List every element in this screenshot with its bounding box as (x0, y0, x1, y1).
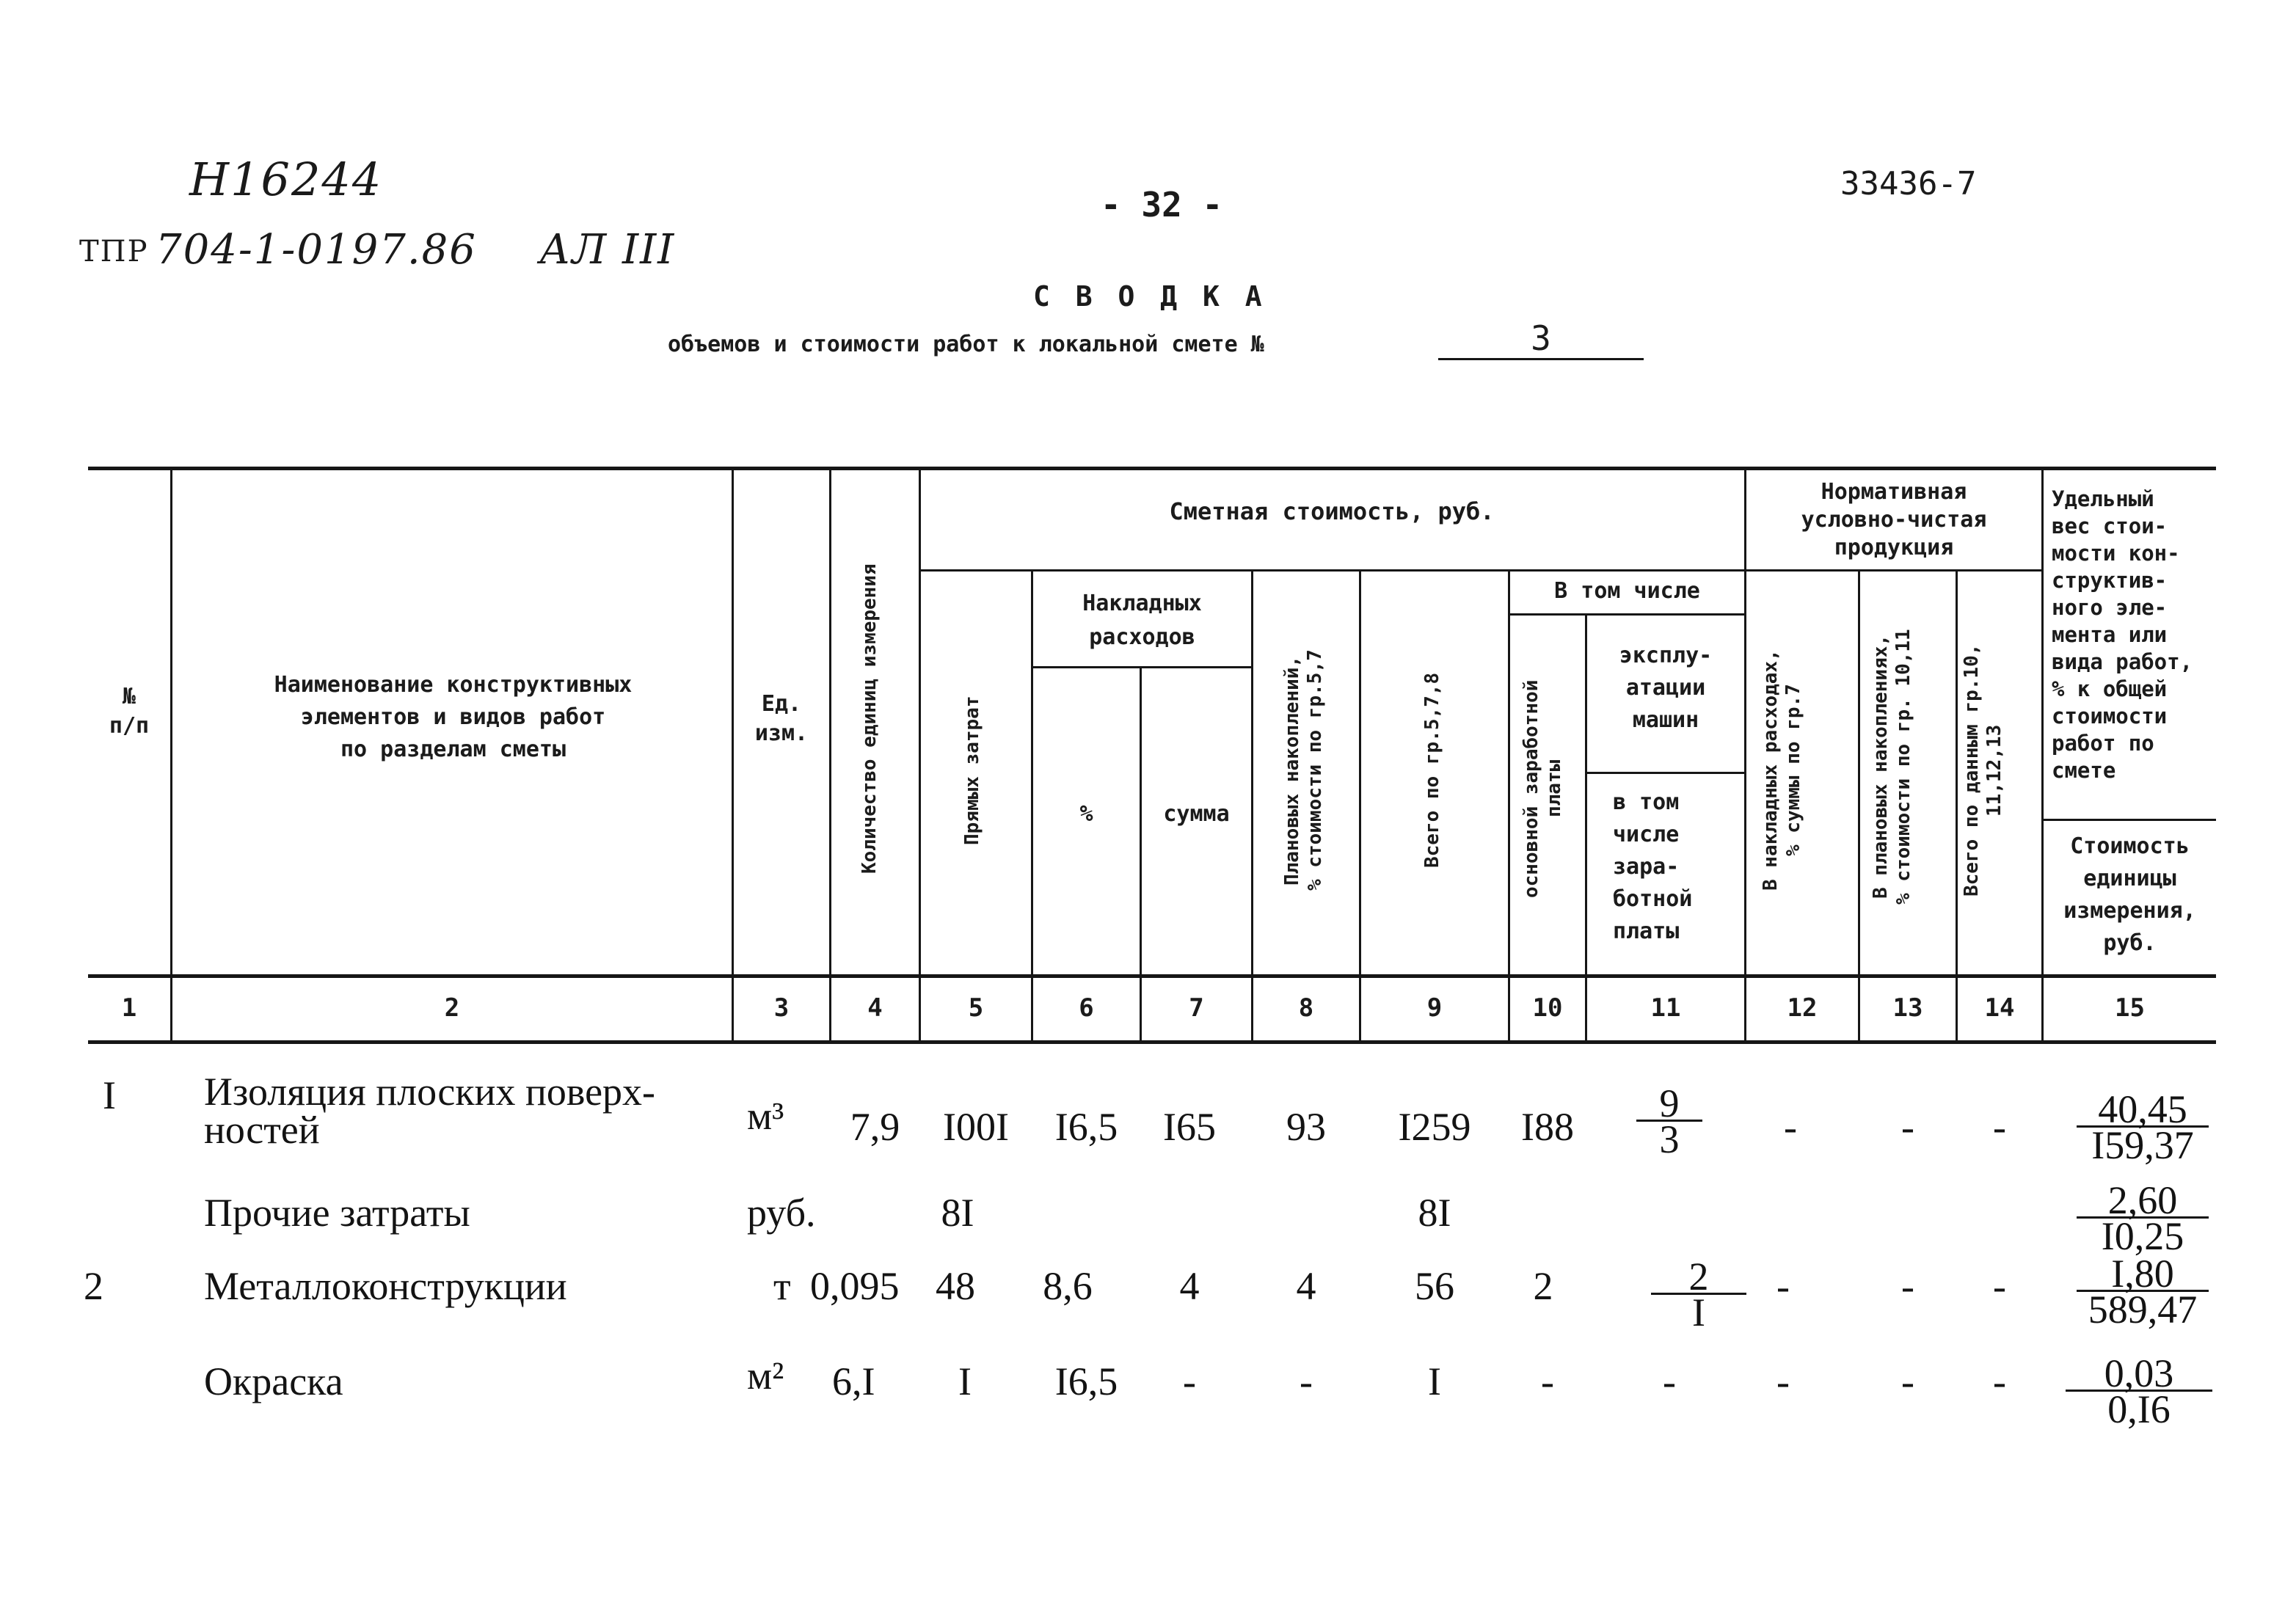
page-number: - 32 - (1101, 185, 1223, 224)
unit: м² (747, 1354, 784, 1398)
direct-costs: 48 (936, 1264, 975, 1308)
machine-wages: 3 (1659, 1117, 1680, 1161)
share-fraction (2077, 1178, 2209, 1258)
stamp-number: Н16244 (189, 153, 383, 206)
direct-costs: I (958, 1359, 972, 1403)
total: I (1428, 1359, 1441, 1403)
overhead-pct: 8,6 (1043, 1264, 1093, 1308)
page-title: С В О Д К А (1033, 280, 1267, 313)
basic-wages: 2 (1533, 1264, 1553, 1308)
stamp-project-code: 704-1-0197.86 (156, 226, 477, 274)
row-number: I (103, 1073, 116, 1117)
norm-overhead: - (1776, 1359, 1790, 1403)
header-unit: Ед. изм. (754, 691, 809, 746)
total: I259 (1398, 1105, 1471, 1149)
column-number: 2 (444, 993, 460, 1023)
norm-savings: - (1901, 1264, 1914, 1308)
header-direct-costs: Прямых затрат (961, 695, 983, 845)
unit: т (773, 1264, 791, 1308)
column-number: 1 (121, 993, 137, 1023)
quantity: 7,9 (850, 1105, 900, 1149)
column-number: 3 (773, 993, 790, 1023)
header-overhead-sum: сумма (1163, 801, 1230, 827)
column-number: 5 (968, 993, 984, 1023)
machine-cost: - (1663, 1359, 1676, 1403)
stamp-album: АЛ III (539, 226, 676, 274)
direct-costs: I00I (943, 1105, 1009, 1149)
unit: руб. (747, 1191, 816, 1235)
column-number: 10 (1532, 993, 1563, 1023)
work-name: Металлоконструкции (204, 1264, 567, 1308)
header-machine-operation: эксплу- атации машин (1619, 643, 1713, 733)
work-name: Изоляция плоских поверх- ностей (204, 1070, 656, 1152)
overhead-sum: - (1183, 1359, 1196, 1403)
header-row-number: № п/п (109, 684, 150, 739)
header-overhead-pct: % (1079, 801, 1093, 827)
machine-fraction (1636, 1081, 1702, 1161)
header-overhead-group: Накладных расходов (1082, 591, 1202, 650)
unit-cost: I59,37 (2091, 1123, 2194, 1167)
header-norm-savings: В плановых накоплениях, % стоимости по гр. 10,11 (1870, 629, 1914, 905)
total: 56 (1415, 1264, 1454, 1308)
overhead-pct: I6,5 (1054, 1359, 1118, 1403)
estimate-number: 3 (1438, 318, 1644, 360)
unit-cost: I0,25 (2101, 1214, 2184, 1258)
stamp-prefix: ТПР (79, 235, 149, 269)
norm-total: - (1993, 1359, 2006, 1403)
overhead-sum: I65 (1163, 1105, 1216, 1149)
column-number: 13 (1892, 993, 1923, 1023)
share-percent: 40,45 (2077, 1093, 2209, 1128)
work-name: Прочие затраты (204, 1191, 470, 1235)
overhead-sum: 4 (1179, 1264, 1200, 1308)
header-share: Удельный вес стои- мости кон- структив- ного эле- мента или вида работ, % к общей стоимости работ по смете (2052, 486, 2193, 783)
header-cost-group: Сметная стоимость, руб. (1169, 497, 1495, 525)
share-fraction (2066, 1351, 2212, 1431)
header-work-name: Наименование конструктивных элементов и видов работ по разделам сметы (274, 672, 633, 762)
basic-wages: - (1541, 1359, 1554, 1403)
header-planned-savings: Плановых накоплений, % стоимости по гр.5,7 (1281, 649, 1326, 891)
basic-wages: I88 (1521, 1105, 1574, 1149)
planned-savings: - (1300, 1359, 1313, 1403)
machine-wages: I (1692, 1290, 1705, 1334)
share-percent: 2,60 (2077, 1184, 2209, 1219)
norm-overhead: - (1784, 1105, 1797, 1149)
column-number: 9 (1426, 993, 1443, 1023)
unit-cost: 589,47 (2088, 1288, 2198, 1332)
header-basic-wages: основной заработной платы (1520, 679, 1565, 898)
total: 8I (1418, 1191, 1451, 1235)
header-norm-total: Всего по данным гр.10, 11,12,13 (1961, 643, 2005, 897)
overhead-pct: I6,5 (1054, 1105, 1118, 1149)
norm-total: - (1993, 1264, 2006, 1308)
unit: м³ (747, 1094, 784, 1138)
share-percent: I,80 (2077, 1257, 2209, 1292)
column-number: 7 (1189, 993, 1204, 1023)
share-fraction (2077, 1252, 2209, 1332)
planned-savings: 93 (1286, 1105, 1326, 1149)
planned-savings: 4 (1296, 1264, 1316, 1308)
direct-costs: 8I (941, 1191, 974, 1235)
header-including-group: В том числе (1554, 578, 1700, 604)
norm-overhead: - (1776, 1264, 1790, 1308)
column-number: 14 (1984, 993, 2015, 1023)
column-number: 15 (2115, 993, 2145, 1023)
header-total: Всего по гр.5,7,8 (1421, 672, 1443, 869)
machine-fraction (1651, 1255, 1746, 1334)
unit-cost: 0,I6 (2107, 1387, 2171, 1431)
header-machine-wages: в том числе зара- ботной платы (1613, 789, 1693, 944)
norm-savings: - (1901, 1105, 1914, 1149)
page-subtitle: объемов и стоимости работ к локальной смете № (668, 332, 1264, 357)
norm-savings: - (1901, 1359, 1914, 1403)
work-name: Окраска (204, 1359, 343, 1403)
share-percent: 0,03 (2066, 1357, 2212, 1392)
column-number: 11 (1650, 993, 1681, 1023)
norm-total: - (1993, 1105, 2006, 1149)
header-normative-group: Нормативная условно-чистая продукция (1801, 479, 1987, 560)
row-number: 2 (84, 1264, 103, 1308)
machine-cost: 9 (1636, 1087, 1702, 1122)
column-number: 4 (867, 993, 883, 1023)
quantity: 6,I (832, 1359, 875, 1403)
machine-cost: 2 (1651, 1260, 1746, 1295)
header-unit-cost: Стоимость единицы измерения, руб. (2063, 833, 2196, 956)
column-number: 6 (1079, 993, 1094, 1023)
document-code: 33436-7 (1840, 165, 1977, 202)
header-norm-overhead: В накладных расходах, % суммы по гр.7 (1760, 649, 1804, 891)
header-quantity: Количество единиц измерения (859, 563, 881, 874)
quantity: 0,095 (810, 1264, 900, 1308)
column-number: 8 (1298, 993, 1314, 1023)
share-fraction (2077, 1087, 2209, 1167)
column-number: 12 (1787, 993, 1818, 1023)
